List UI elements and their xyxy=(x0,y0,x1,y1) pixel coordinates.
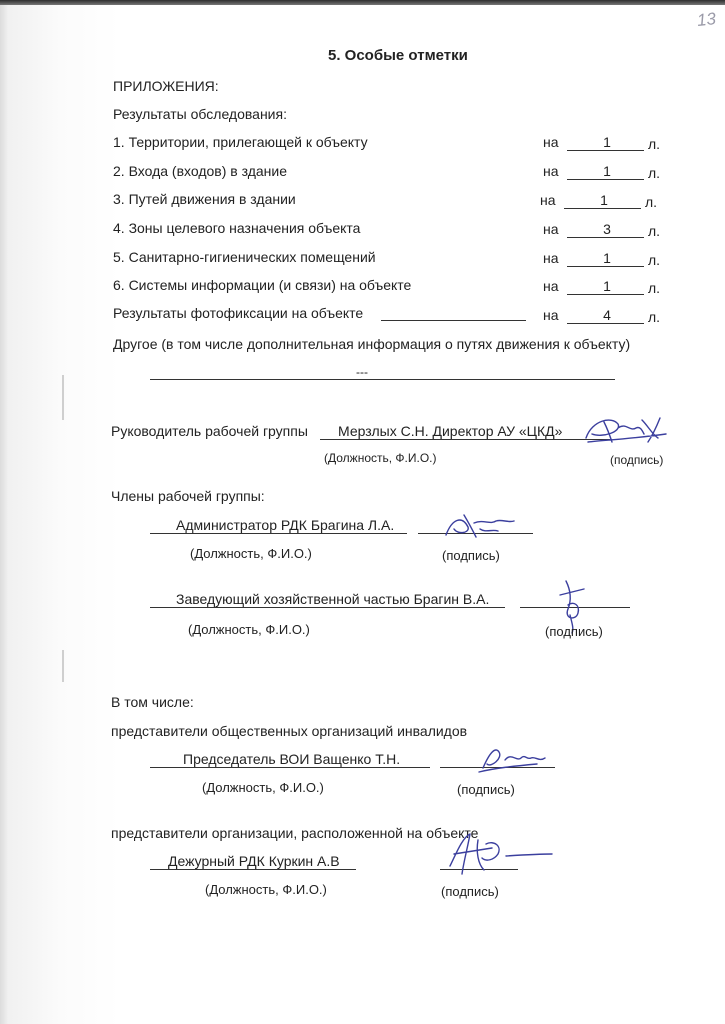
scan-left-shadow xyxy=(0,5,8,1024)
appendix-item-value: 1 xyxy=(600,192,608,208)
appendix-item-na: на xyxy=(543,250,559,266)
member-signature xyxy=(440,505,520,545)
leader-position-caption: (Должность, Ф.И.О.) xyxy=(324,451,437,465)
facility-org-signature xyxy=(442,826,557,882)
member-name: Администратор РДК Брагина Л.А. xyxy=(176,517,395,533)
appendix-item-na: на xyxy=(543,278,559,294)
leader-signature-caption: (подпись) xyxy=(610,453,664,467)
appendix-item-label: 3. Путей движения в здании xyxy=(113,191,296,207)
section-title: 5. Особые отметки xyxy=(328,47,468,64)
leader-name: Мерзлых С.Н. Директор АУ «ЦКД» xyxy=(338,423,563,439)
appendix-item-underline xyxy=(567,237,644,238)
appendix-item-label: 1. Территории, прилегающей к объекту xyxy=(113,134,368,150)
other-info-label: Другое (в том числе дополнительная информация о путях движения к объекту) xyxy=(113,336,631,352)
handwritten-page-number: 13 xyxy=(696,9,717,30)
photo-results-value-underline xyxy=(567,323,644,324)
member-signature-caption: (подпись) xyxy=(545,624,603,639)
scan-top-edge xyxy=(0,0,725,5)
margin-mark xyxy=(62,375,64,420)
public-org-label: представители общественных организаций инвалидов xyxy=(111,723,468,739)
appendix-item-value: 1 xyxy=(603,278,611,294)
public-org-underline xyxy=(150,767,430,768)
appendices-label: ПРИЛОЖЕНИЯ: xyxy=(113,78,219,94)
appendix-item-na: на xyxy=(540,192,556,208)
appendix-item-unit: л. xyxy=(648,252,661,268)
facility-org-name: Дежурный РДК Куркин А.В xyxy=(168,853,340,869)
appendix-item-label: 2. Входа (входов) в здание xyxy=(113,163,288,179)
appendix-item-underline xyxy=(567,150,644,151)
appendix-item-value: 1 xyxy=(603,134,611,150)
photo-results-value: 4 xyxy=(603,307,611,323)
public-org-position-caption: (Должность, Ф.И.О.) xyxy=(202,780,324,795)
appendix-item-label: 6. Системы информации (и связи) на объекте xyxy=(113,277,412,293)
public-org-signature-caption: (подпись) xyxy=(457,782,515,797)
appendix-item-unit: л. xyxy=(648,280,661,296)
appendix-item-na: на xyxy=(543,163,559,179)
other-info-value: --- xyxy=(356,365,368,379)
members-label: Члены рабочей группы: xyxy=(111,488,265,504)
appendix-item-value: 1 xyxy=(603,163,611,179)
member-position-caption: (Должность, Ф.И.О.) xyxy=(190,546,312,561)
appendix-item-label: 4. Зоны целевого назначения объекта xyxy=(113,220,361,236)
public-org-name: Председатель ВОИ Ващенко Т.Н. xyxy=(183,751,401,767)
margin-mark xyxy=(62,650,64,682)
facility-org-signature-caption: (подпись) xyxy=(441,884,499,899)
facility-org-position-caption: (Должность, Ф.И.О.) xyxy=(205,882,327,897)
appendix-item-unit: л. xyxy=(648,165,661,181)
leader-signature xyxy=(578,408,673,453)
photo-results-underline xyxy=(381,320,526,321)
appendix-item-unit: л. xyxy=(648,136,661,152)
appendix-item-underline xyxy=(567,266,644,267)
appendix-item-label: 5. Санитарно-гигиенических помещений xyxy=(113,249,376,265)
member-underline xyxy=(150,607,505,608)
photo-results-na: на xyxy=(543,307,559,323)
leader-label: Руководитель рабочей группы xyxy=(111,423,308,439)
leader-underline xyxy=(320,439,610,440)
appendix-item-unit: л. xyxy=(648,223,661,239)
member-signature-caption: (подпись) xyxy=(442,548,500,563)
facility-org-label: представители организации, расположенной на объекте xyxy=(111,825,479,841)
facility-org-underline xyxy=(150,869,356,870)
member-name: Заведующий хозяйственной частью Брагин В.А. xyxy=(176,591,490,607)
appendix-item-na: на xyxy=(543,134,559,150)
member-position-caption: (Должность, Ф.И.О.) xyxy=(188,622,310,637)
member-underline xyxy=(150,533,407,534)
survey-results-label: Результаты обследования: xyxy=(113,106,287,122)
appendix-item-unit: л. xyxy=(645,194,658,210)
photo-results-unit: л. xyxy=(648,309,661,325)
appendix-item-value: 3 xyxy=(603,221,611,237)
photo-results-label: Результаты фотофиксации на объекте xyxy=(113,305,364,321)
other-info-underline xyxy=(150,379,615,380)
including-label: В том числе: xyxy=(111,694,194,710)
appendix-item-underline xyxy=(564,208,641,209)
appendix-item-underline xyxy=(567,179,644,180)
appendix-item-underline xyxy=(567,294,644,295)
appendix-item-na: на xyxy=(543,221,559,237)
public-org-signature xyxy=(475,738,555,778)
appendix-item-value: 1 xyxy=(603,250,611,266)
